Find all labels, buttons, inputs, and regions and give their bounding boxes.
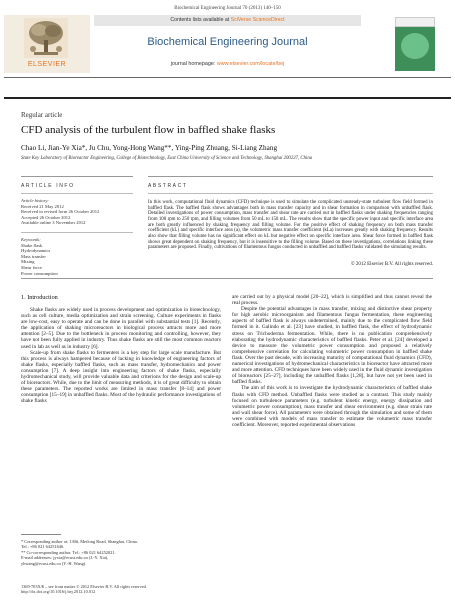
journal-homepage xyxy=(94,61,361,67)
intro-paragraph: Scale-up from shake flasks to fermenters is a key step for large scale manufacture. But this process is always hampered because of lacking in knowledge of engineering factors of shake flasks, especially baffled flasks, such as mass transfer, hydromechanics and power consumption [7]. A deep insight into engineering factors of shake flasks, especially hydromechanical study, will provide valuable data and criterions for the design and scale-up of bioreactors. While, due to the limit of measuring methods, it is of great difficulty to obtain these parameters. The reported works are limited in mass transfer [8–14] and power consumption [15–19] in unbaffled flasks. Most of the hydraulic performance investigations of shake flasks xyxy=(21,349,221,405)
keyword: Mass transfer xyxy=(21,253,46,259)
article-title: CFD analysis of the turbulent flow in baffled shake flasks xyxy=(21,124,276,136)
abstract-rule xyxy=(148,176,433,177)
cover-title-band xyxy=(395,17,435,27)
body-rule xyxy=(21,278,433,279)
copyright-notice: © 2012 Elsevier B.V. All rights reserved. xyxy=(350,262,433,267)
history-revised: Received in revised form 26 October 2012 xyxy=(21,209,100,215)
keywords-list xyxy=(21,237,136,276)
issn-line: 1369-703X/$ – see front matter © 2012 Elsevier B.V. All rights reserved. xyxy=(21,584,147,589)
contents-list-bar xyxy=(94,15,361,26)
page-footer xyxy=(21,584,281,595)
journal-cover xyxy=(379,15,451,73)
running-header: Biochemical Engineering Journal 70 (2013) 140–150 xyxy=(174,6,281,11)
footnote-line: E-mail addresses: jyxia@ecust.edu.cn (J.-Y. Xia), xyxy=(21,555,109,561)
homepage-prefix: journal homepage: xyxy=(170,61,217,67)
publisher-name: ELSEVIER xyxy=(27,61,67,68)
abstract-heading: ABSTRACT xyxy=(148,183,188,189)
keyword: Shake flask xyxy=(21,242,43,248)
author-list: Chao Li, Jian-Ye Xia*, Ju Chu, Yong-Hong Wang**, Ying-Ping Zhuang, Si-Liang Zhang xyxy=(21,144,278,152)
history-received: Received 21 May 2012 xyxy=(21,203,64,209)
article-info-heading: ARTICLE INFO xyxy=(21,183,75,189)
sciencedirect-link[interactable]: SciVerse ScienceDirect xyxy=(230,17,285,23)
article-info-underline xyxy=(21,193,133,194)
intro-paragraph: are carried out by a physical model [20–22], which is simplified and thus cannot reveal the real process. xyxy=(232,294,432,307)
history-label: Article history: xyxy=(21,198,49,203)
journal-title: Biochemical Engineering Journal xyxy=(147,36,308,48)
contents-prefix: Contents lists available at xyxy=(170,17,231,23)
journal-masthead xyxy=(4,15,451,73)
keyword: Power consumption xyxy=(21,270,58,276)
keywords-divider xyxy=(21,232,133,233)
masthead-rule xyxy=(4,77,451,78)
masthead-center xyxy=(94,15,361,73)
keyword: Mixing xyxy=(21,259,35,265)
publisher-logo xyxy=(4,15,90,73)
keyword: Shear force xyxy=(21,264,43,270)
intro-paragraph: The aim of this work is to investigate the hydrodynamic characteristics of baffled shake flasks with CFD method. Unbaffled flasks were studied as a contrast. This study mainly focused on turbulence parameters (e.g. turbulent kinetic energy, energy dissipation and volumetric power consumption), mass transfer and shear environment (e.g. shear strain rate and wall shear force). All parameters were obtained through the simulation and some of them were combined with models of mass transfer to estimate the volumetric mass transfer coefficient. Moreover, reported experimental observations xyxy=(232,385,432,428)
intro-right-column xyxy=(232,294,432,428)
article-history xyxy=(21,198,136,226)
history-accepted: Accepted 26 October 2012 xyxy=(21,214,71,220)
intro-paragraph: Despite the potential advantages in mass transfer, mixing and distinctive shear property for high aerobic microorganism and filamentous fungus fermentation, these engineering aspects of baffled flask is always undetermined, mainly due to the complicated flow field formed in it. Galindo et al. [23] have studied, in baffled flask, the effect of hydrodynamic stress on Trichoderma fermentation. While, there is no publication comprehensively elaborating the hydrodynamic characteristics of baffled flasks. Peter et al. [24] developed a device to measure the volumetric power consumption and proposed a relatively comprehensive correlation for calculating volumetric power consumption in baffled shake flask. Over the past decade, with increasing maturity of computational fluid dynamics (CFD), numerical investigations of hydromechanical characteristics in bioreactor have attracted more and more attention. CFD techniques have been widely used in the fluid dynamic investigation of bioreactors [25–27], including the unbaffled flasks [1,28], but have not yet been used in baffled flasks. xyxy=(232,306,432,386)
cover-illustration xyxy=(401,33,429,59)
history-online: Available online 3 November 2012 xyxy=(21,220,86,226)
footnotes xyxy=(21,539,221,566)
footnote-line: yhwang@ecust.edu.cn (Y.-H. Wang). xyxy=(21,560,87,566)
affiliation: State Key Laboratory of Bioreactor Engineering, College of Biotechnology, East China University of Science and Technology, Shanghai 200237, China xyxy=(21,156,313,161)
intro-paragraph: Shake flasks are widely used in process development and optimization in biotechnology, such as cell culture, media optimization and strain screening. Culture experiments in flasks are low-cost, easy to operate and can be done in parallel with substantial tests [1]. Recently, the application of shaking microreactors in biological process attracts more and more attention [2–5]. Due to the bottleneck in process monitoring and controlling, however, they have not been fully applied in industry. Thus shake flasks are still the most common reactors used in lab as well as in industry [6]. xyxy=(21,307,221,350)
section-heading-introduction: 1. Introduction xyxy=(21,294,58,301)
keywords-label: Keywords: xyxy=(21,237,41,242)
intro-left-column xyxy=(21,307,221,405)
footnote-line: * Corresponding author at: 130#, Meilong Road, Shanghai, China. xyxy=(21,539,138,544)
info-rule xyxy=(21,176,133,177)
footnote-line: ** Co-corresponding author. Tel.: +86 021 64252021. xyxy=(21,549,116,555)
article-type: Regular article xyxy=(21,111,63,119)
doi-link[interactable]: http://dx.doi.org/10.1016/j.bej.2012.10.012 xyxy=(21,589,96,595)
homepage-link[interactable]: www.elsevier.com/locate/bej xyxy=(216,61,285,67)
masthead-thick-rule xyxy=(4,97,451,99)
footnote-line: Tel.: +86 021 64251646. xyxy=(21,544,65,550)
footnote-rule xyxy=(21,534,61,535)
keyword: Hydrodynamics xyxy=(21,248,51,254)
abstract-underline xyxy=(148,193,433,194)
abstract-text: In this work, computational fluid dynamics (CFD) technique is used to simulate the complicated unsteady-state turbulent flow field formed in baffled flask. The baffled flask shows advantages both in mass transfer capacity and in shear formation in comparison with unbaffled flask. Detailed investigations of power consumption, mass transfer and shear rate are carried out in baffled flasks under shaking frequencies ranging from 100 rpm to 250 rpm, and filling volumes from 50 mL to 150 mL. The results show that the specific power input and specific interface area are both greatly influenced by shaking frequency and filling volume. For the positive effect of shaking frequency on both mass transfer coefficient (kL) and specific interface area (a), the volumetric mass transfer coefficient (kLa) increases greatly with shaking frequency. Results also show that filling volume has no significant effect on kL but negative effect on specific interface area. Shear force formed in baffled flask shows great dependent on shaking frequency, but it is insensitive to the filling volume. Based on these investigations, correlations linking these parameters are proposed. Finally, cultivations of filamentous fungus conducted in unbaffled and baffled flasks validated the simulating results. xyxy=(148,200,433,251)
elsevier-tree-logo xyxy=(24,18,68,58)
